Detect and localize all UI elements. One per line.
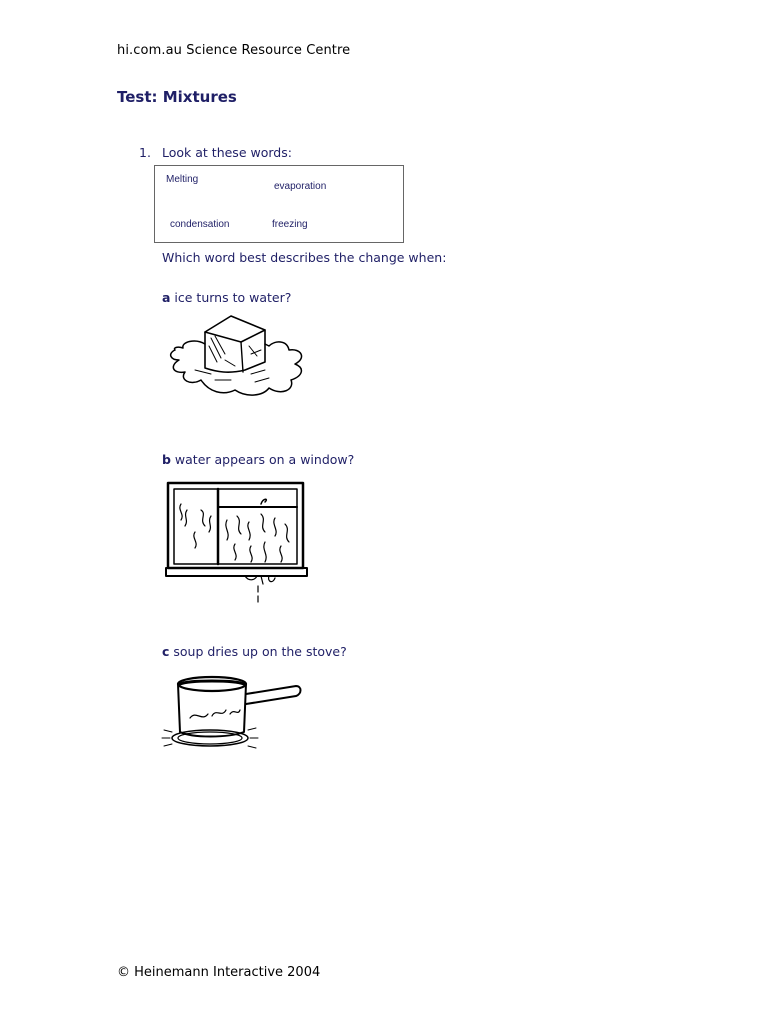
part-a-text: ice turns to water? [170, 290, 292, 305]
part-c-text: soup dries up on the stove? [169, 644, 347, 659]
word-evaporation: evaporation [274, 181, 327, 192]
word-melting: Melting [166, 174, 199, 185]
word-freezing: freezing [272, 219, 308, 230]
melting-ice-icon [165, 310, 310, 410]
question-intro: Look at these words: [162, 145, 292, 160]
part-c [162, 644, 347, 659]
page-header: hi.com.au Science Resource Centre [117, 43, 351, 58]
question-number: 1. [139, 145, 151, 160]
part-b [162, 452, 354, 467]
word-condensation: condensation [170, 219, 230, 230]
page-title: Test: Mixtures [117, 88, 237, 106]
saucepan-stove-icon [160, 672, 305, 762]
window-condensation-icon [165, 480, 310, 610]
part-c-letter: c [162, 644, 170, 659]
part-b-text: water appears on a window? [170, 452, 355, 467]
page-footer: © Heinemann Interactive 2004 [117, 965, 321, 980]
word-box [154, 165, 404, 243]
part-a-letter: a [162, 290, 171, 305]
question-prompt: Which word best describes the change when: [162, 250, 447, 265]
part-b-letter: b [162, 452, 171, 467]
part-a [162, 290, 291, 305]
